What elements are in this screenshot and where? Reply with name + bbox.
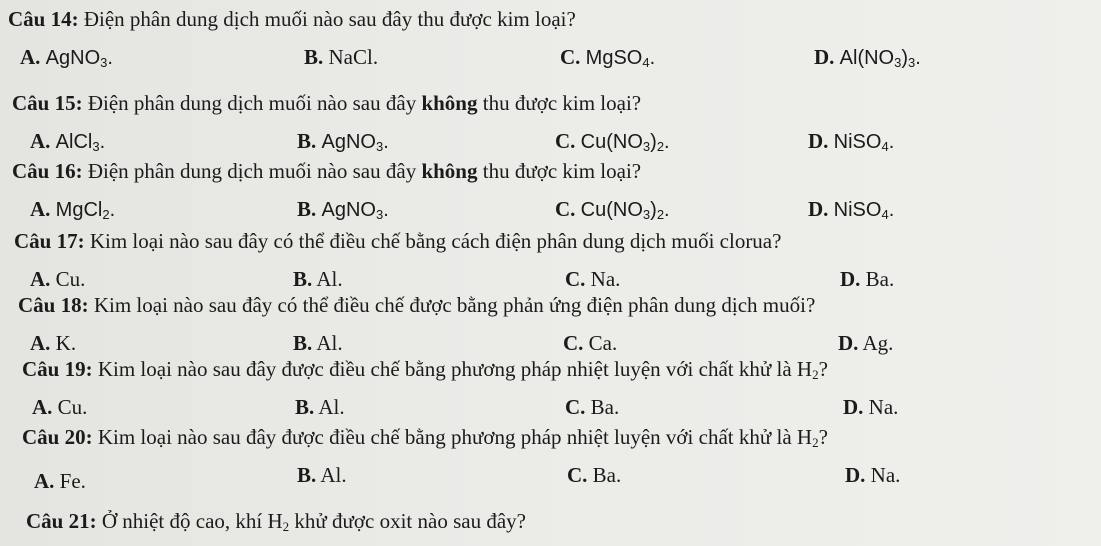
question-19 [0, 356, 1101, 428]
option-b[interactable] [293, 266, 343, 292]
option-letter: B. [297, 129, 317, 153]
question-number: Câu 17: [14, 229, 85, 253]
option-letter: B. [304, 45, 324, 69]
option-a[interactable] [32, 394, 87, 420]
question-text: Kim loại nào sau đây được điều chế bằng phương pháp nhiệt luyện với chất khử là H [92, 357, 813, 381]
option-letter: B. [293, 267, 313, 291]
formula-subscript: 4 [642, 55, 650, 70]
option-text: Fe. [59, 469, 86, 493]
option-letter: A. [34, 469, 55, 493]
option-a[interactable] [34, 468, 86, 494]
option-letter: A. [20, 45, 41, 69]
question-text: Kim loại nào sau đây có thể điều chế được bằng phản ứng điện phân dung dịch muối? [88, 293, 816, 317]
formula-part: AlCl [55, 131, 93, 153]
option-c[interactable] [555, 128, 670, 155]
formula-part: . [664, 131, 670, 153]
option-letter: B. [293, 331, 313, 355]
option-letter: D. [808, 197, 829, 221]
question-emphasis: không [421, 159, 478, 183]
question-stem [22, 424, 828, 450]
formula-subscript: 3 [894, 55, 902, 70]
question-stem [12, 158, 641, 184]
option-c[interactable] [560, 44, 655, 71]
question-18 [0, 292, 1101, 364]
option-text: Na. [590, 267, 621, 291]
formula-subscript: 2 [812, 435, 819, 450]
option-text: Na. [868, 395, 899, 419]
option-text: Al. [316, 267, 343, 291]
question-stem [26, 508, 526, 534]
option-text: Cu. [57, 395, 88, 419]
question-17 [0, 228, 1101, 300]
question-number: Câu 19: [22, 357, 93, 381]
option-letter: D. [838, 331, 859, 355]
option-formula [840, 47, 921, 69]
option-d[interactable] [845, 462, 900, 488]
option-b[interactable] [297, 462, 347, 488]
option-formula [56, 199, 115, 221]
question-text: Điện phân dung dịch muối nào sau đây [82, 91, 422, 115]
question-stem [12, 90, 641, 116]
question-text: Kim loại nào sau đây có thể điều chế bằng cách điện phân dung dịch muối clorua? [84, 229, 782, 253]
formula-part: AgNO [321, 131, 376, 153]
question-20 [0, 424, 1101, 496]
question-text: Điện phân dung dịch muối nào sau đây [82, 159, 422, 183]
question-15 [0, 90, 1101, 162]
question-14 [0, 6, 1101, 78]
option-letter: A. [30, 129, 51, 153]
formula-part: . [383, 199, 389, 221]
option-d[interactable] [843, 394, 898, 420]
formula-part: . [99, 131, 106, 153]
formula-part: AgNO [45, 47, 101, 69]
option-c[interactable] [555, 196, 670, 223]
formula-part: AgNO [321, 199, 376, 221]
option-d[interactable] [808, 196, 894, 223]
formula-part: . [888, 131, 895, 153]
question-number: Câu 18: [18, 293, 89, 317]
option-d[interactable] [840, 266, 894, 292]
formula-part: Al(NO [839, 47, 895, 69]
formula-part: . [383, 131, 389, 153]
option-b[interactable] [297, 128, 389, 155]
option-text: Ag. [862, 331, 894, 355]
option-b[interactable] [297, 196, 389, 223]
option-text: Na. [870, 463, 901, 487]
option-formula [834, 131, 895, 153]
option-formula [586, 47, 655, 69]
question-text: thu được kim loại? [477, 159, 642, 183]
option-letter: A. [30, 267, 51, 291]
formula-subscript: 3 [100, 55, 108, 70]
formula-part: MgSO [585, 47, 643, 69]
question-text-end: ? [818, 357, 828, 381]
formula-subscript: 3 [375, 139, 384, 154]
option-letter: D. [808, 129, 829, 153]
option-letter: C. [565, 395, 586, 419]
option-c[interactable] [567, 462, 621, 488]
option-letter: D. [814, 45, 835, 69]
option-b[interactable] [304, 44, 378, 70]
option-b[interactable] [295, 394, 345, 420]
formula-part: . [109, 199, 116, 221]
question-text: Kim loại nào sau đây được điều chế bằng phương pháp nhiệt luyện với chất khử là H [92, 425, 813, 449]
option-letter: D. [840, 267, 861, 291]
formula-subscript: 3 [642, 139, 651, 154]
option-formula [56, 131, 105, 153]
formula-subscript: 4 [881, 139, 889, 154]
option-d[interactable] [838, 330, 893, 356]
option-formula [581, 131, 670, 153]
formula-subscript: 3 [375, 207, 384, 222]
formula-part: NiSO [833, 131, 882, 153]
formula-subscript: 3 [908, 55, 916, 70]
option-c[interactable] [563, 330, 617, 356]
option-text: NaCl. [328, 45, 379, 69]
question-number: Câu 16: [12, 159, 83, 183]
question-number: Câu 15: [12, 91, 83, 115]
option-formula [322, 199, 389, 221]
question-text-end: ? [818, 425, 828, 449]
option-formula [46, 47, 113, 69]
option-a[interactable] [20, 44, 113, 71]
option-a[interactable] [30, 128, 105, 155]
option-text: Ba. [865, 267, 895, 291]
option-d[interactable] [814, 44, 921, 71]
option-letter: A. [30, 331, 51, 355]
question-stem [8, 6, 576, 32]
option-d[interactable] [808, 128, 894, 155]
formula-subscript: 2 [102, 207, 110, 222]
question-number: Câu 21: [26, 509, 97, 533]
option-letter: D. [843, 395, 864, 419]
formula-part: . [888, 199, 895, 221]
option-text: Ca. [588, 331, 618, 355]
formula-subscript: 2 [812, 367, 819, 382]
question-16 [0, 158, 1101, 230]
option-letter: A. [32, 395, 53, 419]
option-letter: C. [555, 129, 576, 153]
formula-part: . [649, 47, 656, 69]
option-b[interactable] [293, 330, 343, 356]
option-letter: C. [555, 197, 576, 221]
formula-subscript: 3 [92, 139, 100, 154]
option-formula [322, 131, 389, 153]
option-a[interactable] [30, 330, 76, 356]
question-stem [18, 292, 815, 318]
option-a[interactable] [30, 266, 85, 292]
formula-part: . [107, 47, 113, 69]
option-letter: B. [295, 395, 315, 419]
option-letter: C. [567, 463, 588, 487]
question-number: Câu 14: [8, 7, 79, 31]
question-stem [14, 228, 781, 254]
option-text: Al. [316, 331, 343, 355]
option-formula [834, 199, 895, 221]
option-a[interactable] [30, 196, 115, 223]
question-text: Điện phân dung dịch muối nào sau đây thu được kim loại? [78, 7, 576, 31]
question-21 [0, 508, 1101, 542]
formula-part: Cu(NO [580, 131, 643, 153]
option-text: Ba. [592, 463, 622, 487]
formula-subscript: 2 [656, 139, 665, 154]
option-text: Al. [320, 463, 347, 487]
option-letter: D. [845, 463, 866, 487]
question-emphasis: không [421, 91, 478, 115]
formula-subscript: 2 [282, 519, 290, 534]
formula-subscript: 3 [642, 207, 651, 222]
formula-part: ) [901, 47, 909, 69]
option-text: K. [55, 331, 77, 355]
option-formula [581, 199, 670, 221]
question-text: Ở nhiệt độ cao, khí H [96, 509, 283, 533]
formula-part: MgCl [55, 199, 103, 221]
option-text: Ba. [590, 395, 620, 419]
option-c[interactable] [565, 266, 620, 292]
formula-part: ) [650, 131, 657, 153]
option-text: Cu. [55, 267, 86, 291]
option-letter: B. [297, 463, 317, 487]
option-c[interactable] [565, 394, 619, 420]
formula-subscript: 2 [656, 207, 665, 222]
option-letter: C. [560, 45, 581, 69]
option-text: Al. [318, 395, 345, 419]
option-letter: B. [297, 197, 317, 221]
formula-part: . [664, 199, 670, 221]
question-stem [22, 356, 828, 382]
formula-part: . [915, 47, 921, 69]
question-number: Câu 20: [22, 425, 93, 449]
formula-subscript: 4 [881, 207, 889, 222]
question-text: thu được kim loại? [477, 91, 642, 115]
option-letter: C. [563, 331, 584, 355]
formula-part: ) [650, 199, 657, 221]
formula-part: Cu(NO [580, 199, 643, 221]
option-letter: C. [565, 267, 586, 291]
question-text-end: khử được oxit nào sau đây? [289, 509, 526, 533]
option-letter: A. [30, 197, 51, 221]
formula-part: NiSO [833, 199, 882, 221]
